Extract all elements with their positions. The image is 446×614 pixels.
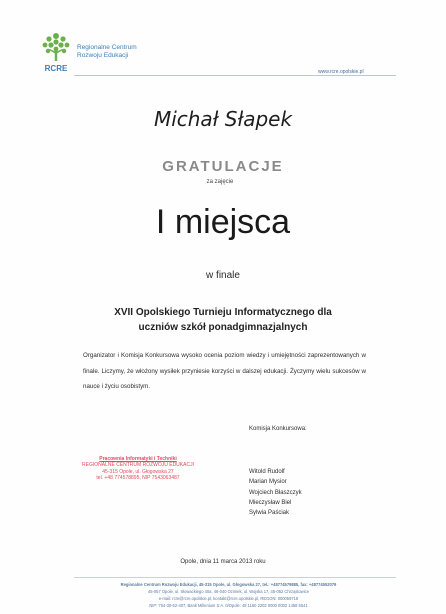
committee-member: Mieczysław Biel	[249, 499, 292, 506]
committee-member: Marian Mysior	[249, 479, 287, 486]
recipient-name: Michał Słapek	[153, 107, 293, 131]
date-place: Opole, dnia 11 marca 2013 roku	[180, 559, 266, 565]
committee-title: Komisja Konkursowa:	[249, 426, 307, 432]
contest-name	[0, 305, 446, 335]
stamp-line2: REGIONALNE CENTRUM ROZWOJU EDUKACJI	[82, 462, 194, 469]
committee-member: Witold Rudolf	[249, 469, 285, 475]
logo-text: RCRE	[44, 64, 68, 73]
in-final-text: w finale	[206, 270, 240, 281]
contest-line2: uczniów szkół ponadgimnazjalnych	[138, 322, 308, 333]
committee-member: Sylwia Paściak	[249, 510, 290, 517]
org-name-line2: Rozwoju Edukacji	[77, 52, 129, 59]
org-name-line1: Regionalne Centrum	[77, 44, 137, 51]
subheading: za zajęcie	[206, 179, 234, 185]
footer-line2: 45-057 Opole, ul. Słowackiego 40a, 46-040 Ozimek, ul. Wojska 17, 45-052 Chrząstowice	[147, 589, 310, 594]
committee-members	[249, 467, 302, 518]
place-title: I miejsca	[155, 203, 291, 241]
header-url: www.rcre.opolskie.pl	[318, 69, 364, 75]
footer-line4: NIP: 754-30-62-407, Bank Millenium S.A. 0/Opole: 48 1160 2202 0000 0002 1458 5541	[149, 603, 308, 608]
stamp-line3: 45-315 Opole, ul. Głogowska 27	[102, 468, 174, 475]
organization-name	[77, 44, 137, 60]
committee-member: Wojciech Błaszczyk	[249, 489, 302, 496]
footer-line1: Regionalne Centrum Rozwoju Edukacji, 45-315 Opole, ul. Głogowska 27, tel.: +48774579885, fax: +48774552079	[120, 582, 337, 587]
header-divider	[74, 75, 396, 76]
rcre-logo-icon	[36, 30, 76, 74]
footer-line3: e-mail: rcre@rcre.opolskie.pl, kontakt@rcre.opolskie.pl, REGON: 000059718	[158, 596, 299, 601]
stamp-line1: Pracownia Informatyki i Techniki	[99, 456, 177, 462]
footer-divider	[74, 577, 396, 578]
stamp-line4: tel. +48 774578895, NIP 7543063487	[96, 474, 180, 481]
heading: GRATULACJE	[162, 158, 284, 175]
body-paragraph: Organizator i Komisja Konkursowa wysoko ocenia poziom wiedzy i umiejętności zaprezentowanych w finale. Liczymy, że włożony wysiłek przyniesie korzyści w dalszej edukacji. Życzymy wielu sukcesów w nauce i życiu osobistym.	[83, 352, 366, 390]
contest-line1: XVII Opolskiego Turnieju Informatycznego dla	[114, 307, 332, 318]
footer	[62, 581, 395, 609]
institution-stamp	[63, 456, 213, 481]
